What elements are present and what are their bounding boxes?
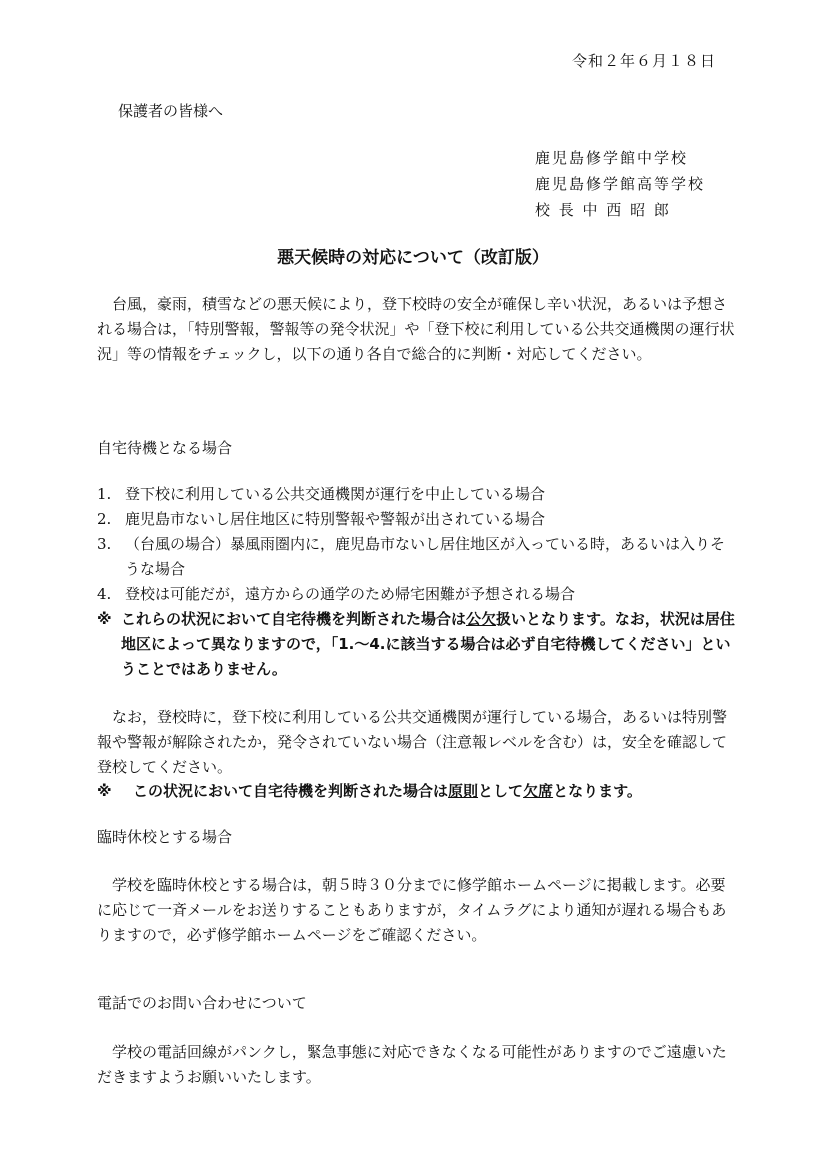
note-text-excused-absence: 公欠 xyxy=(466,610,497,628)
list-item-text: 鹿児島市ないし居住地区に特別警報や警報が出されている場合 xyxy=(125,510,546,528)
list-item xyxy=(97,482,737,507)
commute-paragraph: なお，登校時に，登下校に利用している公共交通機関が運行している場合，あるいは特別警報や警報が解除されたか，発令されていない場合（注意報レベルを含む）は，安全を確認して登校してください。 xyxy=(97,708,728,776)
sender-principal: 校 長 中 西 昭 郎 xyxy=(535,201,671,219)
intro-paragraph: 台風，豪雨，積雪などの悪天候により，登下校時の安全が確保し辛い状況，あるいは予想される場合は，「特別警報，警報等の発令状況」や「登下校に利用している公共交通機関の運行状況」等の情報をチェックし，以下の通り各自で総合的に判断・対応してください。 xyxy=(97,295,735,363)
sender-school-junior: 鹿児島修学館中学校 xyxy=(535,149,689,167)
note-text-pre: これらの状況において自宅待機を判断された場合は xyxy=(121,610,467,628)
heading-home-wait: 自宅待機となる場合 xyxy=(97,439,233,457)
document-date: 令和２年６月１８日 xyxy=(571,52,716,70)
list-item-text: （台風の場合）暴風雨圏内に，鹿児島市ないし居住地区が入っている時，あるいは入りそうな場合 xyxy=(125,535,726,578)
commute-note xyxy=(97,779,737,804)
list-item-number: 1. xyxy=(97,485,112,503)
list-item-number: 2. xyxy=(97,510,112,528)
list-item xyxy=(97,507,737,532)
note-body xyxy=(97,779,737,804)
closure-paragraph: 学校を臨時休校とする場合は，朝５時３０分までに修学館ホームページに掲載します。必要に応じて一斉メールをお送りすることもありますが，タイムラグにより通知が遅れる場合もありますので，必ず修学館ホームページをご確認ください。 xyxy=(97,876,727,944)
list-item-number: 4. xyxy=(97,585,112,603)
addressee: 保護者の皆様へ xyxy=(118,102,224,120)
list-item-number: 3. xyxy=(97,535,112,553)
heading-closure: 臨時休校とする場合 xyxy=(97,828,233,846)
note-mark: ※ xyxy=(97,782,112,800)
heading-phone: 電話でのお問い合わせについて xyxy=(97,994,307,1012)
note-text-post: となります。 xyxy=(553,782,642,800)
note-text-principle: 原則 xyxy=(448,782,479,800)
note-body xyxy=(97,607,737,682)
home-wait-note xyxy=(97,607,737,682)
note-text-pre: この状況において自宅待機を判断された場合は xyxy=(133,782,449,800)
phone-paragraph: 学校の電話回線がパンクし，緊急事態に対応できなくなる可能性がありますのでご遠慮いただきますようお願いいたします。 xyxy=(97,1043,727,1086)
list-item xyxy=(97,532,737,582)
note-text-mid: として xyxy=(478,782,524,800)
list-item xyxy=(97,582,737,607)
document-title: 悪天候時の対応について（改訂版） xyxy=(277,248,549,268)
sender-school-senior: 鹿児島修学館高等学校 xyxy=(535,175,706,193)
note-text-post: 扱いとなります。なお，状況は居住地区によって異なりますので，「1.～4.に該当する場合は必ず自宅待機してください」ということではありません。 xyxy=(121,610,735,678)
note-mark: ※ xyxy=(97,610,112,628)
sender-block xyxy=(535,145,705,223)
home-wait-list xyxy=(97,482,737,607)
list-item-text: 登校は可能だが，遠方からの通学のため帰宅困難が予想される場合 xyxy=(125,585,576,603)
note-text-absence: 欠席 xyxy=(523,782,554,800)
list-item-text: 登下校に利用している公共交通機関が運行を中止している場合 xyxy=(125,485,546,503)
